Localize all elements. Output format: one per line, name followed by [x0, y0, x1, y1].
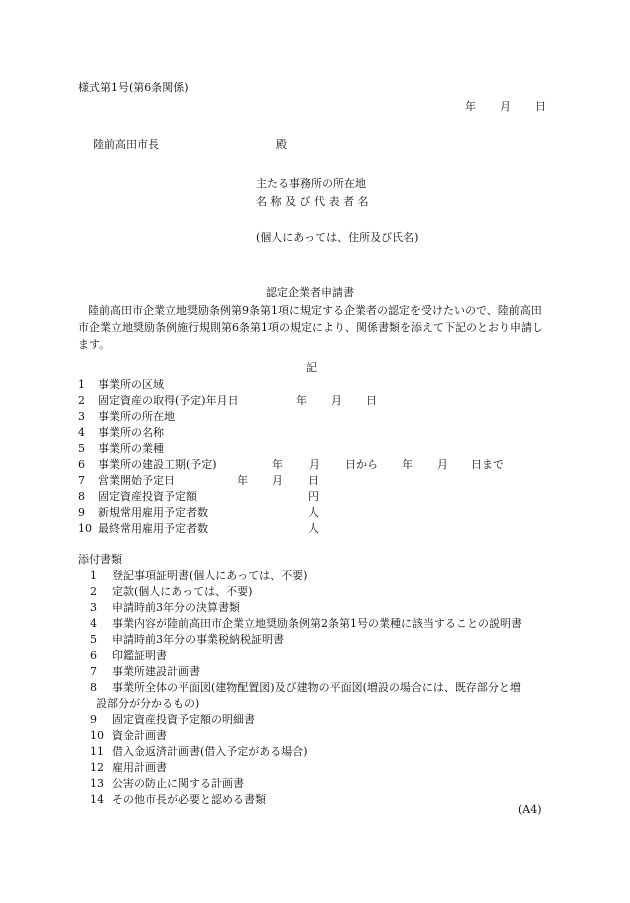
list-item: 1 事業所の区域	[78, 378, 164, 391]
item2-month: 月	[331, 394, 342, 407]
attachment-item-continuation: 設部分が分かるもの)	[96, 697, 200, 710]
item6-month2: 月	[437, 458, 448, 471]
attachment-item: 12 雇用計画書	[90, 761, 167, 774]
list-item: 4 事業所の名称	[78, 426, 164, 439]
item6-day1: 日から	[345, 458, 378, 471]
attachment-item: 1 登記事項証明書(個人にあっては、不要)	[90, 569, 308, 582]
list-item: 5 事業所の業種	[78, 442, 164, 455]
list-item: 8 固定資産投資予定額	[78, 490, 197, 503]
body-text: 陸前高田市企業立地奨励条例第9条第1項に規定する企業者の認定を受けたいので、陸前高田市企業立地奨励条例施行規則第6条第1項の規定により、関係書類を添えて下記のとおり申請します。	[78, 304, 543, 351]
paper-size: (A4)	[518, 803, 542, 816]
attachment-item: 9 固定資産投資予定額の明細書	[90, 713, 255, 726]
item7-month: 月	[272, 474, 283, 487]
item6-month1: 月	[309, 458, 320, 471]
applicant-individual-note: (個人にあっては、住所及び氏名)	[256, 231, 419, 244]
ki-label: 記	[306, 361, 317, 374]
item8-unit: 円	[308, 490, 319, 503]
attachments-heading: 添付書類	[78, 553, 122, 566]
item7-day: 日	[308, 474, 319, 487]
addressee-honorific: 殿	[276, 138, 287, 151]
item7-year: 年	[237, 474, 248, 487]
list-item: 9 新規常用雇用予定者数	[78, 506, 208, 519]
form-number: 様式第1号(第6条関係)	[78, 81, 189, 94]
applicant-address-label: 主たる事務所の所在地	[256, 177, 366, 190]
item6-year1: 年	[272, 458, 283, 471]
list-item: 7 営業開始予定日	[78, 474, 175, 487]
item2-day: 日	[366, 394, 377, 407]
attachment-item: 6 印鑑証明書	[90, 649, 167, 662]
item6-year2: 年	[402, 458, 413, 471]
date-day: 日	[535, 100, 546, 113]
list-item: 3 事業所の所在地	[78, 410, 175, 423]
item6-day2: 日まで	[471, 458, 504, 471]
date-month: 月	[500, 100, 511, 113]
document-title: 認定企業者申請書	[266, 286, 354, 299]
addressee-name: 陸前高田市長	[93, 138, 159, 151]
list-item: 10 最終常用雇用予定者数	[78, 522, 208, 535]
attachment-item: 4 事業内容が陸前高田市企業立地奨励条例第2条第1号の業種に該当することの説明書	[90, 617, 522, 630]
attachment-item: 7 事業所建設計画書	[90, 665, 200, 678]
attachment-item: 2 定款(個人にあっては、不要)	[90, 585, 253, 598]
item2-year: 年	[296, 394, 307, 407]
attachment-item: 3 申請時前3年分の決算書類	[90, 601, 240, 614]
item10-unit: 人	[308, 522, 319, 535]
attachment-item: 10 資金計画書	[90, 729, 167, 742]
attachment-item: 11 借入金返済計画書(借入予定がある場合)	[90, 745, 308, 758]
list-item: 2 固定資産の取得(予定)年月日	[78, 394, 239, 407]
item9-unit: 人	[308, 506, 319, 519]
attachment-item: 5 申請時前3年分の事業税納税証明書	[90, 633, 284, 646]
attachment-item: 8 事業所全体の平面図(建物配置図)及び建物の平面図(増設の場合には、既存部分と増	[90, 681, 521, 694]
attachment-item: 13 公害の防止に関する計画書	[90, 777, 244, 790]
applicant-name-label: 名 称 及 び 代 表 者 名	[256, 195, 369, 208]
date-year: 年	[465, 100, 476, 113]
attachment-item: 14 その他市長が必要と認める書類	[90, 793, 266, 806]
list-item: 6 事業所の建設工期(予定)	[78, 458, 217, 471]
